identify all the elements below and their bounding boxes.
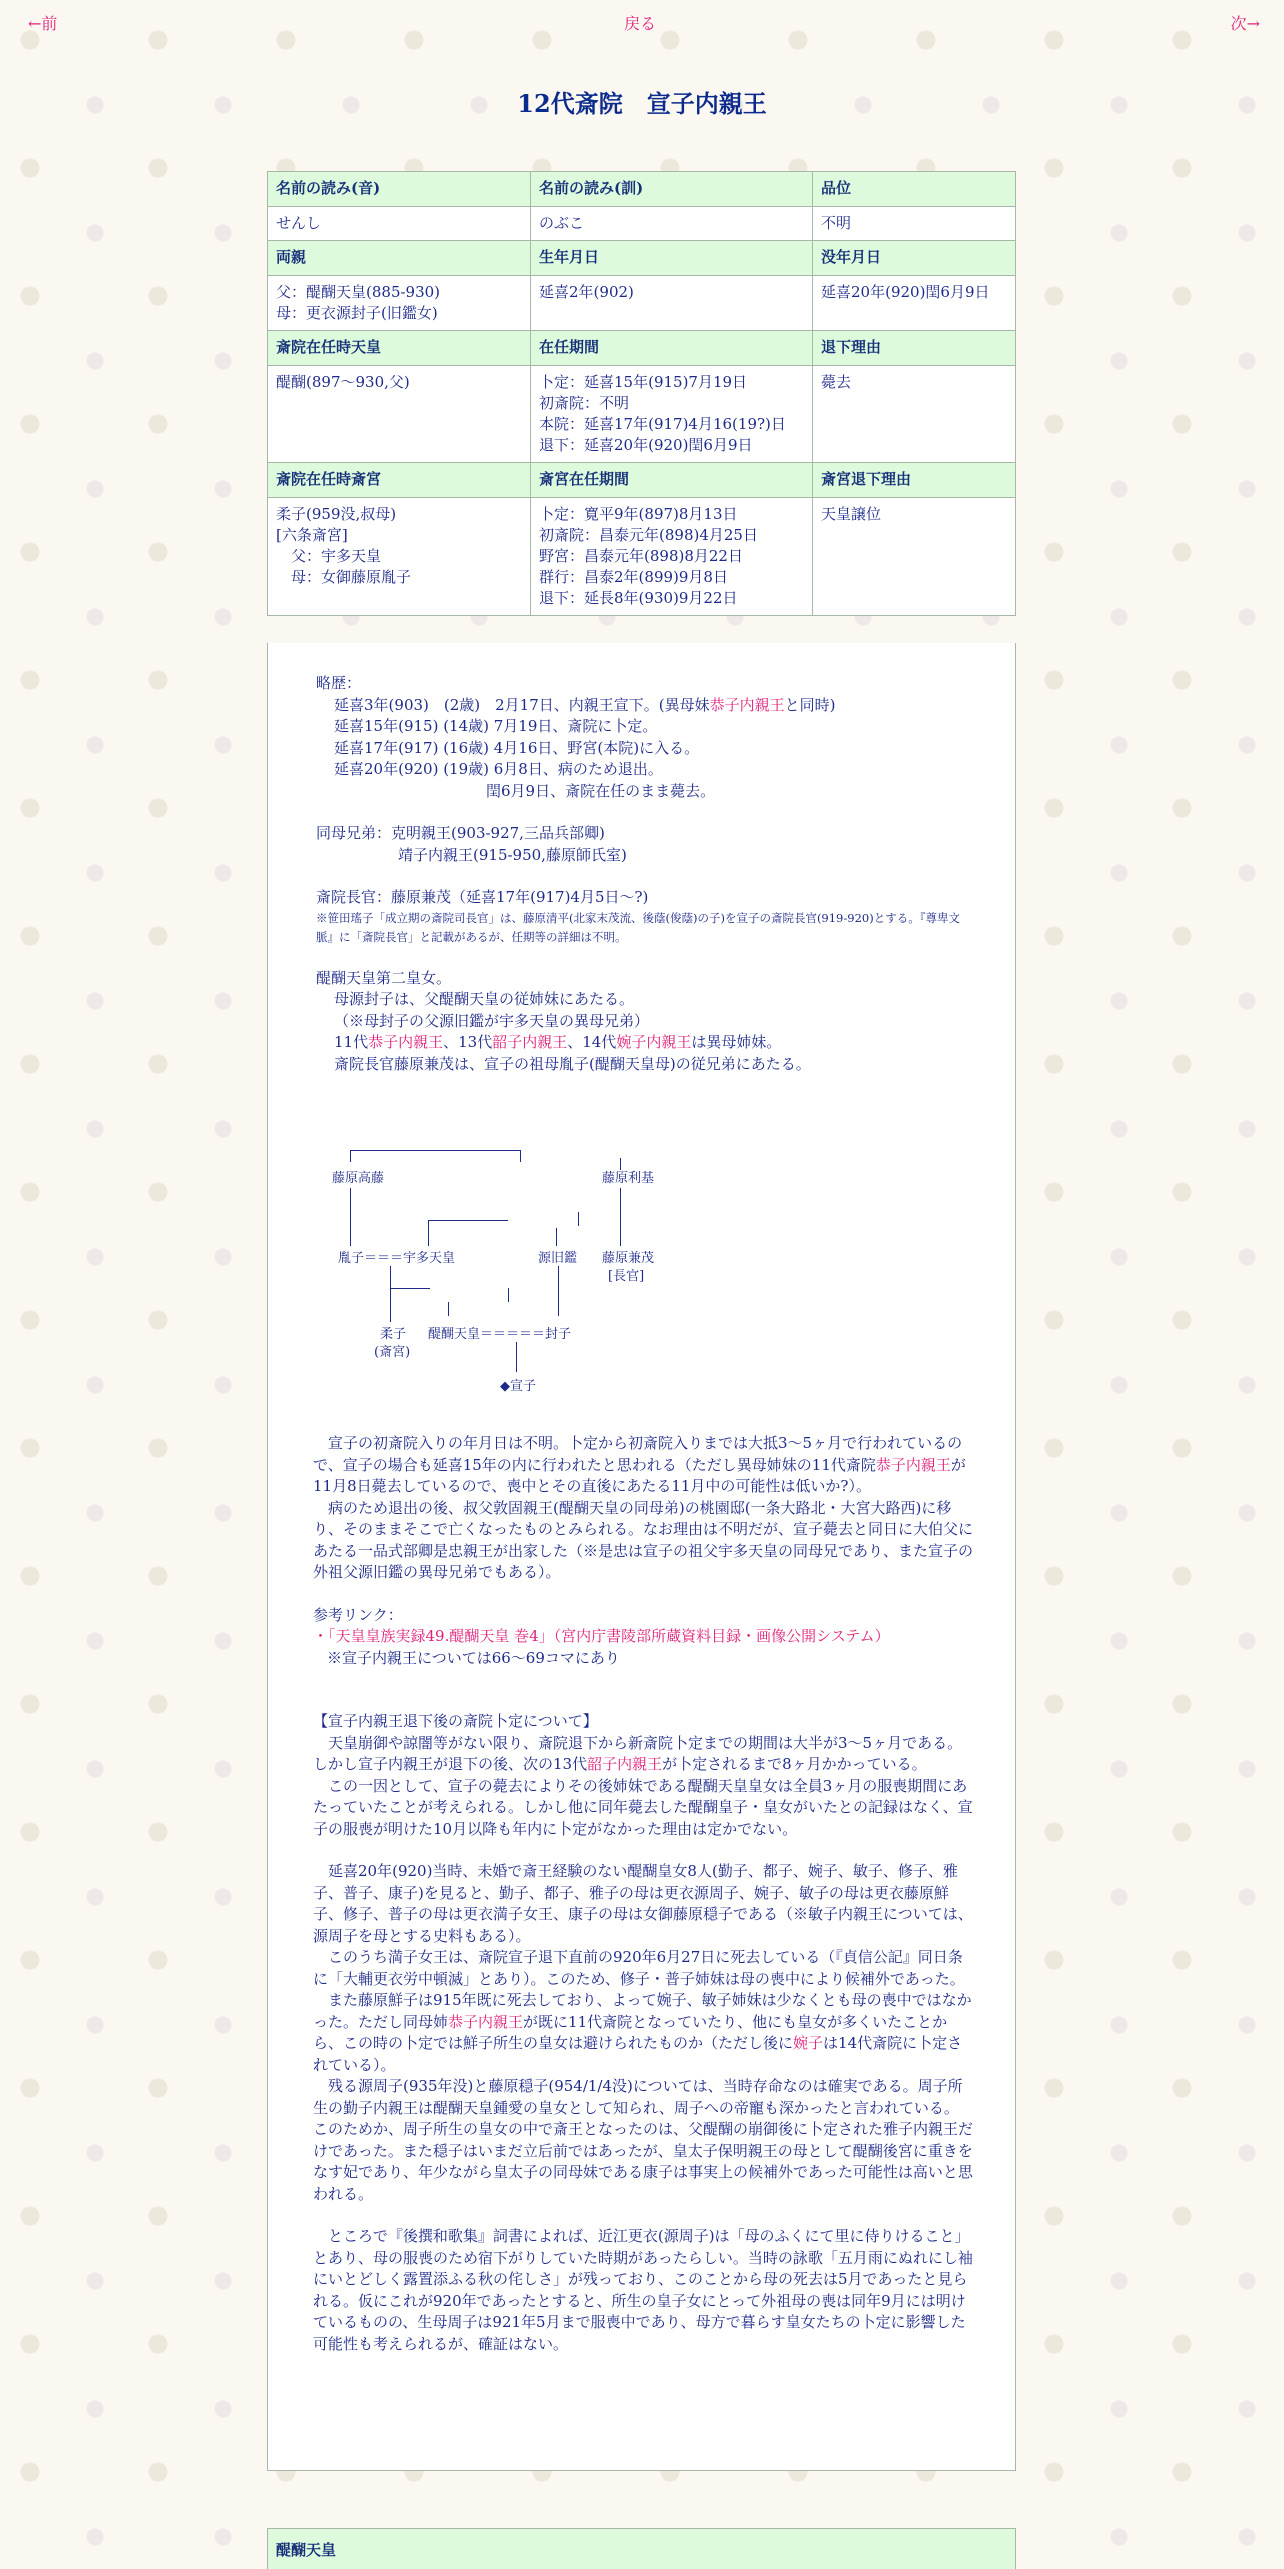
header-cell: 名前の読み(訓) [531, 172, 813, 207]
chief-note: ※笹田瑤子「成立期の斎院司長官」は、藤原清平(北家末茂流、後蔭(俊蔭)の子)を宣子の斎院長官(919-920)とする。『尊卑文脈』に「斎院長官」と記載があるが、任期等の詳細は不明。 [316, 910, 960, 944]
tree-node: 醍醐天皇＝＝＝＝＝封子 [428, 1327, 572, 1342]
header-cell: 名前の読み(音) [268, 172, 531, 207]
tree-node: 源旧鑑 [538, 1251, 578, 1266]
career-line: 延喜15年(915) (14歳) 7月19日、斎院に卜定。 [334, 717, 658, 735]
para: 天皇崩御や諒闇等がない限り、斎院退下から新斎院卜定までの期間は大半が3～5ヶ月である。しかし宣子内親王が退下の後、次の13代韶子内親王が卜定されるまで8ヶ月かかっている。 [313, 1733, 963, 1773]
page-title: 12代斎院 宣子内親王 [517, 89, 767, 118]
desc-line: （※母封子の父源旧鑑が宇多天皇の異母兄弟） [334, 1011, 650, 1030]
back-link[interactable]: 戻る [624, 14, 657, 33]
biography-panel [267, 643, 1016, 2471]
header-cell: 生年月日 [531, 241, 813, 276]
header-cell: 在任期間 [531, 331, 813, 366]
tree-node: 藤原利基 [602, 1171, 655, 1186]
career-line: 延喜17年(917) (16歳) 4月16日、野宮(本院)に入る。 [334, 738, 700, 757]
value-cell: 薨去 [813, 366, 1016, 463]
header-cell: 斎宮在任期間 [531, 463, 813, 498]
ref-line [313, 1626, 973, 1648]
shoshi-link[interactable]: 韶子内親王 [492, 1033, 568, 1051]
para: 残る源周子(935年没)と藤原穏子(954/1/4没)については、当時存命なのは確実である。周子所生の勤子内親王は醍醐天皇鍾愛の皇女として知られ、周子への帝寵も深かったと言われている。このためか、周子所生の皇女の中で斎王となったのは、父醍醐の崩御後に卜定された雅子内親王だけであった。また穏子はいまだ立后前ではあったが、皇太子保明親王の母として醍醐後宮に重きをなす妃であり、年少ながら皇太子の同母妹である康子は事実上の候補外であった可能性は高いと思われる。 [313, 2077, 974, 2203]
value-cell: 醍醐(897～930,父) [268, 366, 531, 463]
kyoshi-link[interactable]: 恭子内親王 [875, 1455, 951, 1474]
para: このうち満子女王は、斎院宣子退下直前の920年6月27日に死去している（『貞信公記』同日条に「大輔更衣労中頓滅」とあり）。このため、修子・普子姉妹は母の喪中により候補外であった。 [313, 1948, 965, 1988]
value-cell: 柔子(959没,叔母) [六条斎宮] 父：宇多天皇 母：女御藤原胤子 [268, 498, 531, 616]
enshi-link[interactable]: 婉子内親王 [616, 1033, 692, 1051]
tree-node: [長官] [608, 1269, 645, 1284]
tree-node: ◆宣子 [500, 1379, 536, 1394]
next-link[interactable]: 次→ [1230, 14, 1260, 33]
value-cell: 父：醍醐天皇(885-930) 母：更衣源封子(旧鑑女) [268, 276, 531, 331]
header-cell: 両親 [268, 241, 531, 276]
value-cell: 卜定：延喜15年(915)7月19日 初斎院：不明 本院：延喜17年(917)4月16(19?)日 退下：延喜20年(920)閏6月9日 [531, 366, 813, 463]
header-cell: 品位 [813, 172, 1016, 207]
next-table-header [267, 2528, 1016, 2569]
tree-node: 藤原高藤 [332, 1171, 385, 1186]
header-cell: 退下理由 [813, 331, 1016, 366]
tree-node: 胤子＝＝＝宇多天皇 [338, 1251, 456, 1266]
para: また藤原鮮子は915年既に死去しており、よって婉子、敏子姉妹は少なくとも母の喪中ではなかった。ただし同母姉恭子内親王が既に11代斎院となっていたり、他にも皇女が多くいたことから、この時の卜定では鮮子所生の皇女は避けられたものか（ただし後に婉子は14代斎院に卜定されている）。 [313, 1991, 972, 2074]
value-cell: 延喜20年(920)閏6月9日 [813, 276, 1016, 331]
header-cell: 没年月日 [813, 241, 1016, 276]
career-heading: 略歴： [316, 674, 362, 692]
profile-table [267, 171, 1016, 616]
tree-node: 柔子 [380, 1327, 407, 1342]
header-cell: 斎院在任時斎宮 [268, 463, 531, 498]
desc-line: 11代恭子内親王、13代韶子内親王、14代婉子内親王は異母姉妹。 [334, 1033, 782, 1051]
value-cell: 卜定：寛平9年(897)8月13日 初斎院：昌泰元年(898)4月25日 野宮：昌泰元年(898)8月22日 群行：昌泰2年(899)9月8日 退下：延長8年(930)9月22日 [531, 498, 813, 616]
family-tree [328, 1140, 668, 1394]
tree-node: 藤原兼茂 [602, 1251, 655, 1266]
para: この一因として、宣子の薨去によりその後姉妹である醍醐天皇皇女は全員3ヶ月の服喪期間にあたっていたことが考えられる。しかし他に同年薨去した醍醐皇子・皇女がいたとの記録はなく、宣子の服喪が明けた10月以降も年内に卜定がなかった理由は定かでない。 [313, 1776, 973, 1838]
value-cell: 不明 [813, 207, 1016, 241]
desc-line: 醍醐天皇第二皇女。 [316, 968, 452, 987]
shoryobu-link[interactable]: （宮内庁書陵部所蔵資料目録・画像公開システム） [553, 1627, 890, 1645]
shoshi-link[interactable]: 韶子内親王 [587, 1755, 663, 1773]
header-cell: 斎院在任時天皇 [268, 331, 531, 366]
header-cell: 斎宮退下理由 [813, 463, 1016, 498]
kyoshi-link[interactable]: 恭子内親王 [709, 695, 785, 714]
para: 病のため退出の後、叔父敦固親王(醍醐天皇の同母弟)の桃園邸(一条大路北・大宮大路西)に移り、そのままそこで亡くなったものとみられる。なお理由は不明だが、宣子薨去と同日に大伯父にあたる一品式部卿是忠親王が出家した（※是忠は宣子の祖父宇多天皇の同母兄であり、また宣子の外祖父源旧鑑の異母兄弟でもある）。 [313, 1498, 974, 1581]
ref-heading: 参考リンク： [313, 1605, 403, 1624]
para: 宣子の初斎院入りの年月日は不明。卜定から初斎院入りまでは大抵3～5ヶ月で行われているので、宣子の場合も延喜15年の内に行われたと思われる（ただし異母姉妹の11代斎院恭子内親王が11月8日薨去しているので、喪中とその直後にあたる11月中の可能性は低いか?）。 [313, 1434, 966, 1495]
emperor-header: 醍醐天皇 [276, 2541, 337, 2559]
desc-line: 斎院長官藤原兼茂は、宣子の祖母胤子(醍醐天皇母)の従兄弟にあたる。 [334, 1054, 811, 1073]
kyoshi-link[interactable]: 恭子内親王 [448, 2012, 524, 2031]
ref-note: ※宣子内親王については66～69コマにあり [327, 1648, 620, 1667]
biography [316, 673, 976, 1075]
section-heading: 【宣子内親王退下後の斎院卜定について】 [313, 1712, 598, 1730]
desc-line: 母源封子は、父醍醐天皇の従姉妹にあたる。 [334, 990, 635, 1008]
para: 延喜20年(920)当時、未婚で斎王経験のない醍醐皇女8人(勤子、都子、婉子、敏子、修子、雅子、普子、康子)を見ると、勤子、都子、雅子の母は更衣源周子、婉子、敏子の母は更衣藤原鮮子、修子、普子の母は更衣満子女王、康子の母は女御藤原穏子である（※敏子内親王については、源周子を母とする史料もある）。 [313, 1862, 973, 1945]
career-line: 延喜20年(920) (19歳) 6月8日、病のため退出。 [334, 760, 663, 778]
enshi-link[interactable]: 婉子 [793, 2034, 824, 2052]
value-cell: せんし [268, 207, 531, 241]
siblings-line: 靖子内親王(915-950,藤原師氏室) [398, 845, 627, 864]
career-line: 閏6月9日、斎院在任のまま薨去。 [486, 781, 716, 800]
value-cell: のぶこ [531, 207, 813, 241]
value-cell: 延喜2年(902) [531, 276, 813, 331]
kyoshi-link[interactable]: 恭子内親王 [368, 1033, 444, 1051]
commentary [313, 1433, 973, 2355]
jitsuroku-link[interactable]: ・「天皇皇族実録49.醍醐天皇 巻4」 [313, 1627, 554, 1645]
career-line: 延喜3年(903) (2歳) 2月17日、内親王宣下。(異母妹恭子内親王と同時) [334, 695, 836, 714]
siblings-line: 同母兄弟：克明親王(903-927,三品兵部卿) [316, 824, 605, 842]
para: ところで『後撰和歌集』詞書によれば、近江更衣(源周子)は「母のふくにて里に侍りけること」とあり、母の服喪のため宿下がりしていた時期があったらしい。当時の詠歌「五月雨にぬれにし袖にいとどしく露置添ふる秋の侘しさ」が残っており、このことから母の死去は5月であったと見られる。仮にこれが920年であったとすると、所生の皇子女にとって外祖母の喪は同年9月には明けているものの、生母周子は921年5月まで服喪中であり、母方で暮らす皇女たちの卜定に影響した可能性も考えられるが、確証はない。 [313, 2227, 973, 2353]
tree-node: (斎宮) [374, 1345, 411, 1360]
chief-line: 斎院長官：藤原兼茂（延喜17年(917)4月5日～?) [316, 888, 649, 906]
value-cell: 天皇譲位 [813, 498, 1016, 616]
prev-link[interactable]: ←前 [28, 14, 58, 33]
